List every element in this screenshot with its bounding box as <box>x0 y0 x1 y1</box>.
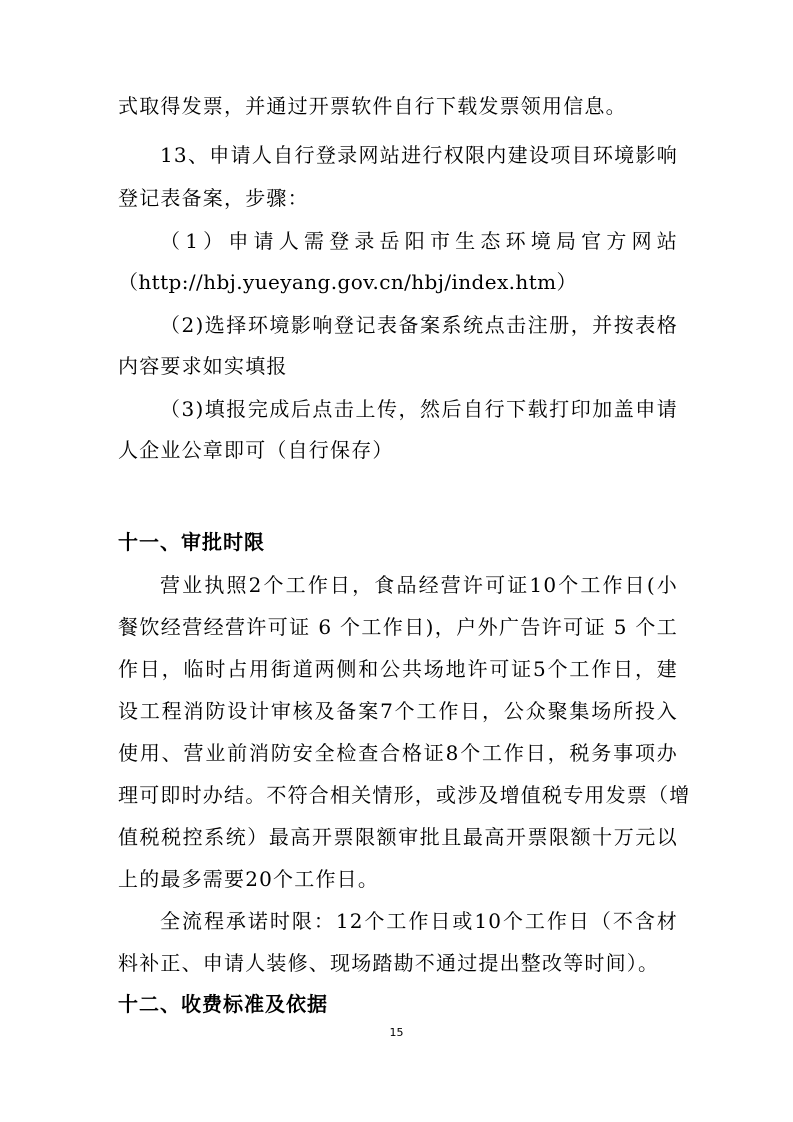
paragraph-line: 式取得发票，并通过开票软件自行下载发票领用信息。 <box>118 94 627 118</box>
paragraph-line: 餐饮经营经营许可证 6 个工作日)，户外广告许可证 5 个工 <box>118 615 678 639</box>
paragraph-line: 理可即时办结。不符合相关情形，或涉及增值税专用发票（增 <box>118 783 691 807</box>
paragraph-line: 全流程承诺时限：12个工作日或10个工作日（不含材 <box>160 909 678 933</box>
section-heading-approval-time: 十一、审批时限 <box>118 530 265 554</box>
paragraph-line: 人企业公章即可（自行保存） <box>118 438 394 462</box>
paragraph-line: 料补正、申请人装修、现场踏勘不通过提出整改等时间）。 <box>118 951 660 975</box>
paragraph-line: 营业执照2个工作日，食品经营许可证10个工作日(小 <box>160 573 678 597</box>
paragraph-line: 上的最多需要20个工作日。 <box>118 867 380 891</box>
paragraph-line: 内容要求如实填报 <box>118 354 288 378</box>
paragraph-line: 设工程消防设计审核及备案7个工作日，公众聚集场所投入 <box>118 699 678 723</box>
paragraph-line: 使用、营业前消防安全检查合格证8个工作日，税务事项办 <box>118 741 678 765</box>
paragraph-line: 13、申请人自行登录网站进行权限内建设项目环境影响 <box>160 143 678 167</box>
paragraph-line: （2)选择环境影响登记表备案系统点击注册，并按表格 <box>160 313 678 337</box>
paragraph-line: （3)填报完成后点击上传，然后自行下载打印加盖申请 <box>160 397 678 421</box>
section-heading-fees: 十二、收费标准及依据 <box>118 992 328 1016</box>
paragraph-line: 值税税控系统）最高开票限额审批且最高开票限额十万元以 <box>118 825 678 849</box>
url-line: （http://hbj.yueyang.gov.cn/hbj/index.htm） <box>118 270 577 294</box>
paragraph-line: （1）申请人需登录岳阳市生态环境局官方网站 <box>160 229 678 253</box>
paragraph-line: 作日，临时占用街道两侧和公共场地许可证5个工作日，建 <box>118 657 678 681</box>
page-number: 15 <box>389 1026 404 1039</box>
paragraph-line: 登记表备案，步骤： <box>118 186 309 210</box>
